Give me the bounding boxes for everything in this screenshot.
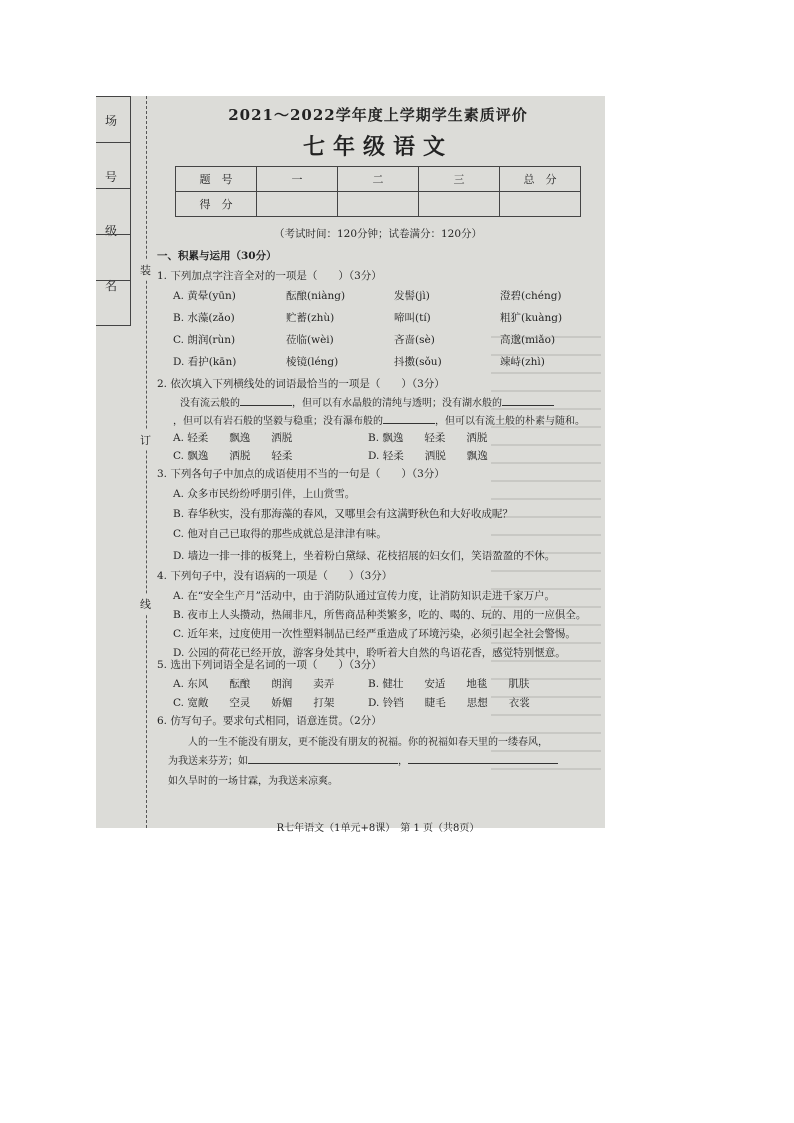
score-table (175, 166, 581, 217)
section-title: 一、积累与运用（30分） (157, 250, 277, 262)
q3-option-a: A. 众多市民纷纷呼朋引伴，上山赏雪。 (173, 488, 356, 500)
q1-option-d-2: 棱镜(léng) (286, 356, 339, 368)
question-6-stem: 6. 仿写句子。要求句式相同，语意连贯。（2分） (157, 715, 382, 727)
q1-option-c-4: 高邈(miǎo) (500, 334, 556, 346)
score-cell[interactable] (500, 192, 581, 217)
exam-title: 2021～2022学年度上学期学生素质评价 (228, 106, 528, 124)
q4-option-d: D. 公园的荷花已经开放，游客身处其中，聆听着大自然的鸟语花香，感觉特别惬意。 (173, 647, 566, 659)
side-field-venue: 场 (105, 114, 118, 128)
scanned-exam-page (96, 96, 605, 834)
q1-option-c-2: 莅临(wèi) (286, 334, 334, 346)
q4-option-b: B. 夜市上人头攒动，热闹非凡，所售商品种类繁多，吃的、喝的、玩的、用的一应俱全。 (173, 609, 587, 621)
q1-option-b-1: B. 水藻(zǎo) (173, 312, 235, 324)
score-cell[interactable] (419, 192, 500, 217)
binding-mark-xian: 线 (140, 594, 151, 614)
q2-passage-line-2: ，但可以有岩石般的坚毅与稳重；没有瀑布般的 ，但可以有流土般的朴素与随和。 (173, 412, 585, 427)
exam-info: （考试时间：120分钟；试卷满分：120分） (273, 228, 483, 240)
q1-option-d-4: 竦峙(zhì) (500, 356, 545, 368)
q4-option-a: A. 在“安全生产月”活动中，由于消防队通过宣传力度，让消防知识走进千家万户。 (173, 590, 555, 602)
side-field-number: 号 (105, 170, 118, 184)
q1-option-a-4: 澄碧(chéng) (500, 290, 562, 302)
question-2-stem: 2. 依次填入下列横线处的词语最恰当的一项是（ ）（3分） (157, 378, 445, 390)
binding-mark-ding: 订 (140, 430, 151, 450)
score-cell[interactable] (257, 192, 338, 217)
q1-option-a-2: 酝酿(niàng) (286, 290, 346, 302)
q5-option-c: C. 宽敞 空灵 娇媚 打架 (173, 697, 335, 709)
question-3-stem: 3. 下列各句子中加点的成语使用不当的一句是（ ）（3分） (157, 468, 445, 480)
binding-line (146, 96, 147, 828)
score-cell[interactable] (338, 192, 419, 217)
page-footer: R七年语文（1单元+8课） 第 1 页（共8页） (276, 823, 480, 834)
q1-option-d-3: 抖擞(sǒu) (394, 356, 442, 368)
q5-option-d: D. 铃铛 睫毛 思想 衣裳 (368, 697, 530, 709)
q6-line-3: 如久旱时的一场甘霖，为我送来凉爽。 (168, 776, 338, 787)
q2-option-c: C. 飘逸 洒脱 轻柔 (173, 450, 293, 462)
question-5-stem: 5. 选出下列词语全是名词的一项（ ）（3分） (157, 659, 382, 671)
q4-option-c: C. 近年来，过度使用一次性塑料制品已经严重造成了环境污染，必须引起全社会警惕。 (173, 628, 576, 640)
q6-line-2: 为我送来芬芳；如 ， (168, 752, 558, 767)
q1-option-c-1: C. 朗润(rùn) (173, 334, 236, 346)
q1-option-c-3: 吝啬(sè) (394, 334, 435, 346)
side-field-name: 名 (105, 279, 118, 293)
q2-option-b: B. 飘逸 轻柔 洒脱 (368, 432, 488, 444)
q5-option-b: B. 健壮 安适 地毯 肌肤 (368, 678, 530, 690)
student-info-column (96, 96, 132, 324)
q1-option-a-3: 发髻(jì) (394, 290, 430, 302)
q6-answer-blank-2[interactable] (408, 753, 558, 764)
score-header-part3: 三 (419, 167, 500, 192)
q1-option-a-1: A. 黄晕(yūn) (173, 290, 236, 302)
q3-option-b: B. 春华秋实，没有那海藻的春风，又哪里会有这满野秋色和大好收成呢？ (173, 508, 513, 520)
question-1-stem: 1. 下列加点字注音全对的一项是（ ）（3分） (157, 270, 382, 282)
score-header-part2: 二 (338, 167, 419, 192)
question-4-stem: 4. 下列句子中，没有语病的一项是（ ）（3分） (157, 570, 393, 582)
q2-blank-3[interactable] (383, 413, 435, 424)
q2-option-a: A. 轻柔 飘逸 洒脱 (173, 432, 293, 444)
q2-option-d: D. 轻柔 洒脱 飘逸 (368, 450, 488, 462)
score-header-part1: 一 (257, 167, 338, 192)
score-header-item: 题 号 (176, 167, 257, 192)
q6-answer-blank-1[interactable] (248, 753, 398, 764)
score-header-total: 总 分 (500, 167, 581, 192)
q1-option-b-3: 啼叫(tí) (394, 312, 431, 324)
q1-option-b-4: 粗犷(kuàng) (500, 312, 563, 324)
q5-option-a: A. 东风 酝酿 朗润 卖弄 (173, 678, 335, 690)
q2-blank-1[interactable] (240, 395, 292, 406)
q2-passage-line-1: 没有流云般的 ，但可以有水晶般的清纯与透明；没有湖水般的 (180, 394, 554, 409)
q1-option-b-2: 贮蓄(zhù) (286, 312, 335, 324)
subject-title: 七年级语文 (302, 134, 453, 160)
score-row-label: 得 分 (176, 192, 257, 217)
q3-option-d: D. 墙边一排一排的板凳上，坐着粉白黛绿、花枝招展的妇女们，笑语盈盈的不休。 (173, 550, 556, 562)
q2-blank-2[interactable] (502, 395, 554, 406)
side-field-class: 级 (105, 224, 118, 238)
q1-option-d-1: D. 看护(kān) (173, 356, 237, 368)
q3-option-c: C. 他对自己已取得的那些成就总是津津有味。 (173, 528, 387, 540)
q6-line-1: 人的一生不能没有朋友，更不能没有朋友的祝福。你的祝福如春天里的一缕春风， (188, 737, 548, 748)
binding-mark-zhuang: 装 (140, 260, 151, 280)
